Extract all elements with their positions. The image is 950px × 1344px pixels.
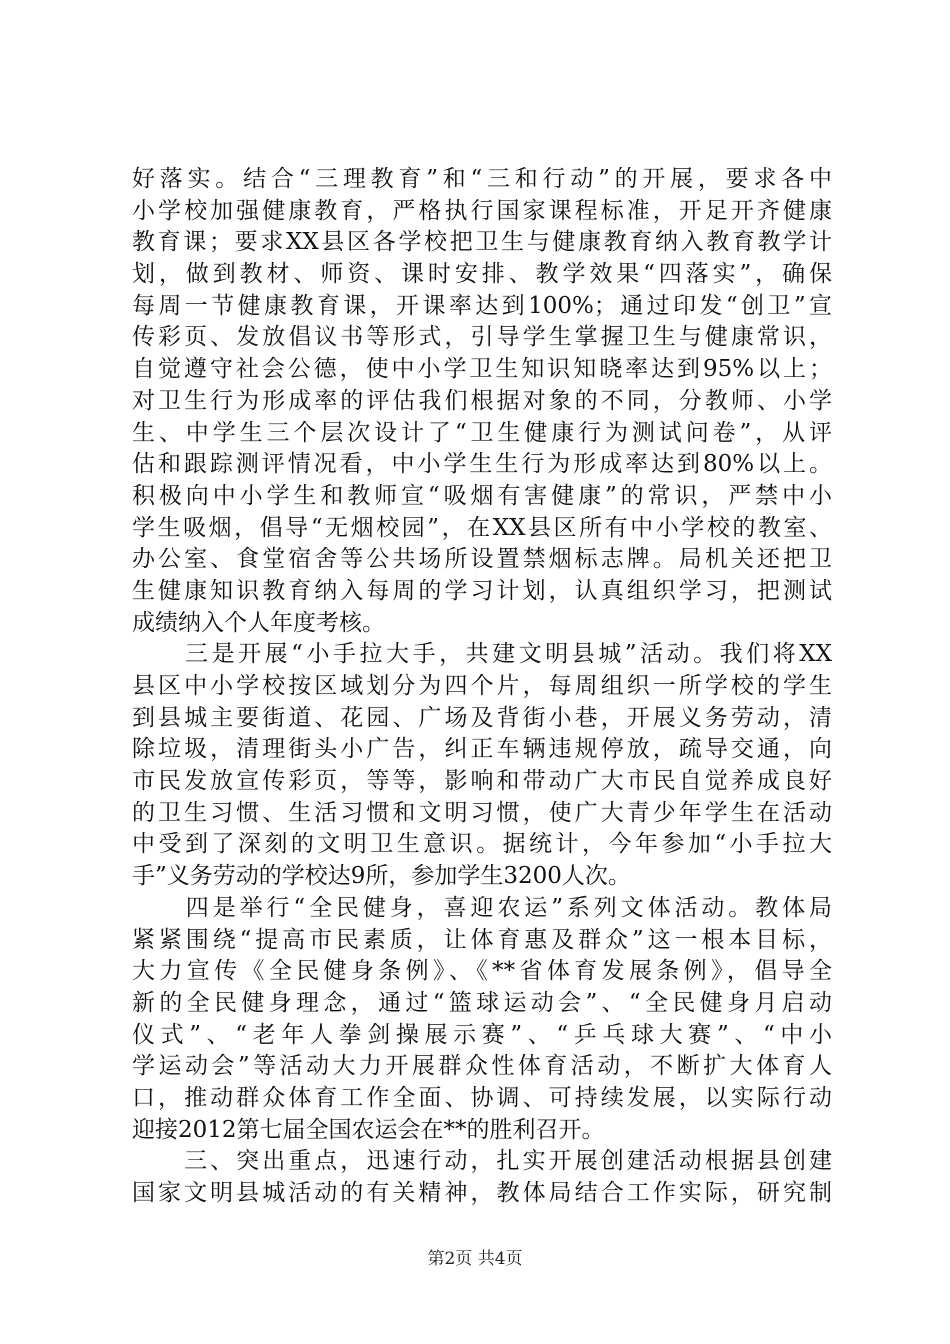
- text-line: 迎接2012第七届全国农运会在**的胜利召开。: [132, 1116, 605, 1143]
- text-line: 每周一节健康教育课，开课率达到100%；通过印发“创卫”宣: [132, 292, 832, 319]
- text-line: 学运动会”等活动大力开展群众性体育活动，不断扩大体育人: [132, 1053, 832, 1080]
- text-line: 成绩纳入个人年度考核。: [132, 609, 385, 636]
- text-line: 中受到了深刻的文明卫生意识。据统计，今年参加“小手拉大: [132, 831, 832, 858]
- text-line: 生、中学生三个层次设计了“卫生健康行为测试问卷”，从评: [132, 419, 832, 446]
- text-line: 传彩页、发放倡议书等形式，引导学生掌握卫生与健康常识，: [132, 324, 832, 351]
- text-line: 国家文明县城活动的有关精神，教体局结合工作实际，研究制: [132, 1180, 832, 1206]
- text-line: 积极向中小学生和教师宣“吸烟有害健康”的常识，严禁中小: [132, 482, 832, 509]
- text-line: 口，推动群众体育工作全面、协调、可持续发展，以实际行动: [132, 1084, 832, 1111]
- text-line: 对卫生行为形成率的评估我们根据对象的不同，分教师、小学: [132, 387, 832, 414]
- text-line: 学生吸烟，倡导“无烟校园”，在XX县区所有中小学校的教室、: [132, 514, 832, 541]
- text-line: 市民发放宣传彩页，等等，影响和带动广大市民自觉养成良好: [132, 768, 832, 795]
- text-line: 四是举行“全民健身，喜迎农运”系列文体活动。教体局: [132, 894, 832, 921]
- text-line: 除垃圾，清理街头小广告，纠正车辆违规停放，疏导交通，向: [132, 736, 832, 763]
- text-line: 估和跟踪测评情况看，中小学生生行为形成率达到80%以上。: [132, 451, 832, 478]
- text-line: 的卫生习惯、生活习惯和文明习惯，使广大青少年学生在活动: [132, 799, 832, 826]
- text-line: 手”义务劳动的学校达9所，参加学生3200人次。: [132, 863, 631, 890]
- document-body: [132, 164, 832, 1210]
- text-line: 三、突出重点，迅速行动，扎实开展创建活动根据县创建: [132, 1148, 832, 1175]
- text-line: 紧紧围绕“提高市民素质，让体育惠及群众”这一根本目标，: [132, 926, 832, 953]
- text-line: 三是开展“小手拉大手，共建文明县城”活动。我们将XX: [132, 641, 832, 668]
- text-line: 好落实。结合“三理教育”和“三和行动”的开展，要求各中: [132, 166, 832, 192]
- text-line: 新的全民健身理念，通过“篮球运动会”、“全民健身月启动: [132, 989, 832, 1016]
- text-line: 办公室、食堂宿舍等公共场所设置禁烟标志牌。局机关还把卫: [132, 546, 832, 573]
- text-line: 仪式”、“老年人拳剑操展示赛”、“乒乓球大赛”、“中小: [132, 1021, 832, 1048]
- text-line: 县区中小学校按区域划分为四个片，每周组织一所学校的学生: [132, 673, 832, 699]
- text-line: 大力宣传《全民健身条例》、《**省体育发展条例》，倡导全: [132, 958, 832, 985]
- text-line: 教育课；要求XX县区各学校把卫生与健康教育纳入教育教学计: [132, 229, 832, 256]
- text-line: 生健康知识教育纳入每周的学习计划，认真组织学习，把测试: [132, 577, 832, 604]
- text-line: 到县城主要街道、花园、广场及背街小巷，开展义务劳动，清: [132, 704, 832, 731]
- page-footer: 第2页 共4页: [427, 1249, 523, 1269]
- text-line: 自觉遵守社会公德，使中小学卫生知识知晓率达到95%以上；: [132, 356, 832, 383]
- text-line: 小学校加强健康教育，严格执行国家课程标准，开足开齐健康: [132, 197, 832, 224]
- text-line: 划，做到教材、师资、课时安排、教学效果“四落实”，确保: [132, 261, 832, 288]
